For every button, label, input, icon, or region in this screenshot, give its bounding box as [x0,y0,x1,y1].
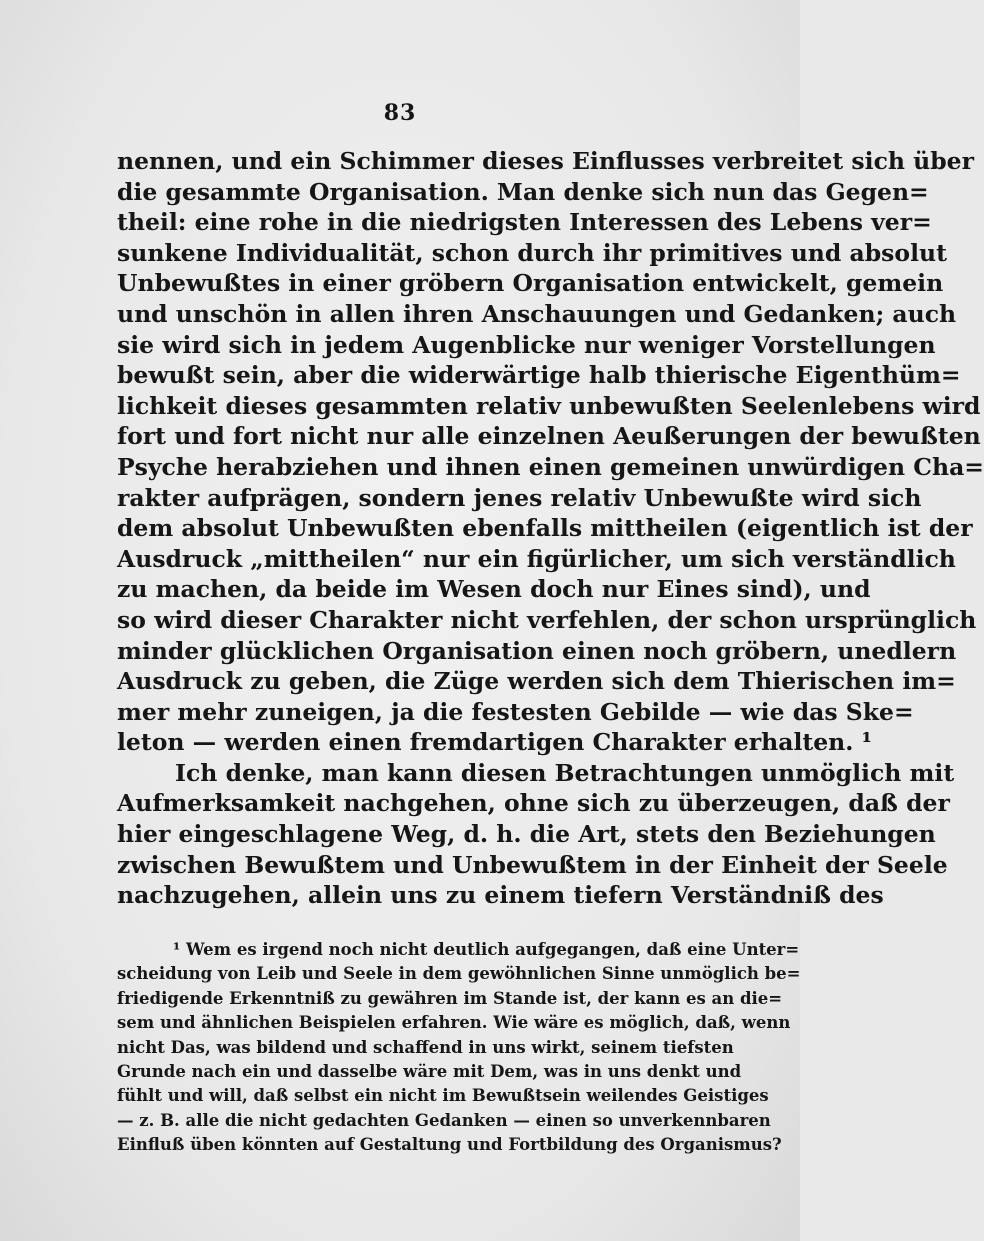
body-line: hier eingeschlagene Weg, d. h. die Art, stets den Beziehungen [117,820,936,849]
body-line: minder glücklichen Organisation einen noch gröbern, unedlern [117,636,957,665]
footnote-line: Grunde nach ein und dasselbe wäre mit Dem, was in uns denkt und [117,1061,742,1081]
body-line: Ausdruck zu geben, die Züge werden sich dem Thierischen im= [117,667,956,696]
body-line: nachzugehen, allein uns zu einem tiefern Verständniß des [117,881,884,910]
body-text [117,146,984,911]
footnote-line: Einfluß üben könnten auf Gestaltung und Fortbildung des Organismus? [117,1135,782,1155]
body-line: sie wird sich in jedem Augenblicke nur weniger Vorstellungen [117,330,936,359]
footnote-line: ¹ Wem es irgend noch nicht deutlich aufgegangen, daß eine Unter= [173,940,800,959]
body-line: Psyche herabziehen und ihnen einen gemeinen unwürdigen Cha= [117,452,984,481]
body-line: zu machen, da beide im Wesen doch nur Eines sind), und [117,575,871,604]
body-line: zwischen Bewußtem und Unbewußtem in der Einheit der Seele [117,850,948,879]
body-line: lichkeit dieses gesammten relativ unbewußten Seelenlebens wird [117,391,981,420]
body-line: fort und fort nicht nur alle einzelnen Aeußerungen der bewußten [117,422,981,451]
body-line: die gesammte Organisation. Man denke sich nun das Gegen= [117,177,929,206]
body-line: theil: eine rohe in die niedrigsten Interessen des Lebens ver= [117,208,932,237]
footnote-line: sem und ähnlichen Beispielen erfahren. Wie wäre es möglich, daß, wenn [117,1013,791,1033]
body-line: Unbewußtes in einer gröbern Organisation entwickelt, gemein [117,269,944,298]
footnote-line: scheidung von Leib und Seele in dem gewöhnlichen Sinne unmöglich be= [117,964,801,984]
body-line: so wird dieser Charakter nicht verfehlen, der schon ursprünglich [117,605,977,634]
body-line: Aufmerksamkeit nachgehen, ohne sich zu überzeugen, daß der [117,789,950,818]
body-line: Ich denke, man kann diesen Betrachtungen unmöglich mit [175,758,955,787]
body-line: dem absolut Unbewußten ebenfalls mittheilen (eigentlich ist der [117,514,973,543]
body-line: rakter aufprägen, sondern jenes relativ Unbewußte wird sich [117,483,922,512]
footnote-line: nicht Das, was bildend und schaffend in uns wirkt, seinem tiefsten [117,1037,734,1057]
footnotes [117,938,801,1158]
body-line: leton — werden einen fremdartigen Charakter erhalten. ¹ [117,728,872,757]
body-line: nennen, und ein Schimmer dieses Einflusses verbreitet sich über [117,147,975,175]
footnote-line: friedigende Erkenntniß zu gewähren im Stande ist, der kann es an die= [117,988,783,1008]
body-line: und unschön in allen ihren Anschauungen und Gedanken; auch [117,299,957,328]
body-line: Ausdruck „mittheilen“ nur ein figürlicher, um sich verständlich [117,544,956,573]
body-line: mer mehr zuneigen, ja die festesten Gebilde — wie das Ske= [117,697,914,726]
body-line: bewußt sein, aber die widerwärtige halb thierische Eigenthüm= [117,361,961,390]
footnote-line: — z. B. alle die nicht gedachten Gedanken — einen so unverkennbaren [117,1110,771,1130]
page-number: 83 [383,100,417,126]
footnote-line: fühlt und will, daß selbst ein nicht im Bewußtsein weilendes Geistiges [117,1086,769,1106]
body-line: sunkene Individualität, schon durch ihr primitives und absolut [117,238,947,267]
